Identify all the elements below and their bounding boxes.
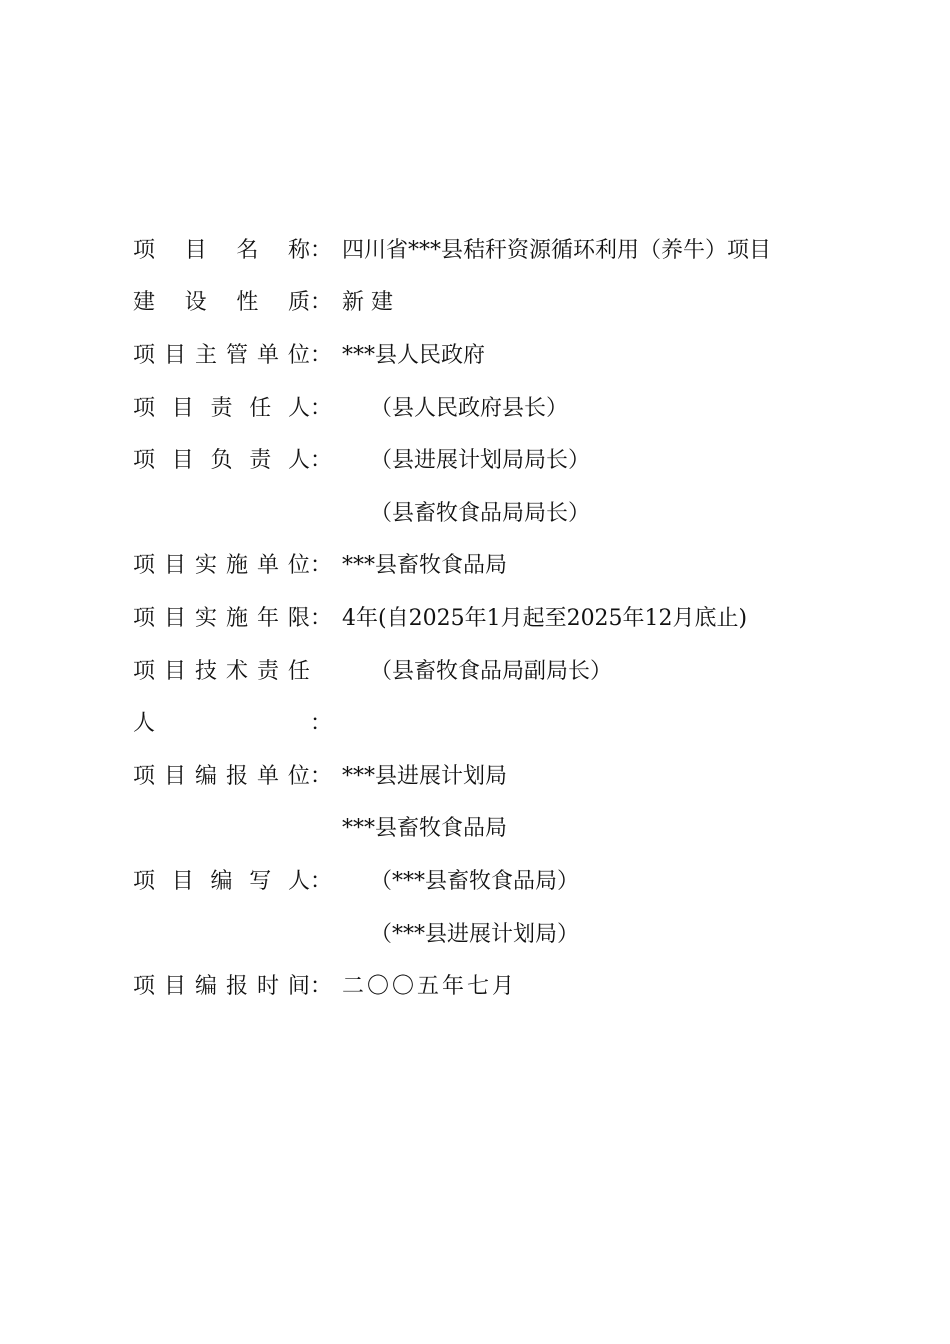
row-implementation-period xyxy=(133,590,853,643)
label-writer: 项 目 编 写 人 xyxy=(133,868,310,894)
row-technical-lead xyxy=(133,643,853,696)
value-implementation-period: 4年(自2025年1月起至2025年12月底止) xyxy=(342,605,748,631)
label-project-name: 项 目 名 称 xyxy=(133,237,310,263)
row-technical-lead-cont xyxy=(133,695,853,748)
value-person-in-charge-1: （县进展计划局局长） xyxy=(370,448,591,474)
label-technical-lead-cont: 人 xyxy=(133,711,156,737)
label-implementing-unit: 项 目 实 施 单 位 xyxy=(133,553,310,579)
colon: ： xyxy=(310,763,333,789)
colon: ： xyxy=(310,711,333,737)
colon: ： xyxy=(310,605,333,631)
colon: ： xyxy=(310,395,333,421)
row-person-in-charge-cont xyxy=(133,485,853,538)
colon: ： xyxy=(310,553,333,579)
value-reporting-unit-2: ***县畜牧食品局 xyxy=(342,816,508,842)
label-construction-type: 建 设 性 质 xyxy=(133,290,310,316)
label-implementation-period: 项 目 实 施 年 限 xyxy=(133,605,310,631)
value-writer-1: （***县畜牧食品局） xyxy=(370,868,580,894)
colon: ： xyxy=(310,974,333,1000)
label-reporting-unit: 项 目 编 报 单 位 xyxy=(133,763,310,789)
label-report-date: 项 目 编 报 时 间 xyxy=(133,974,310,1000)
value-reporting-unit-1: ***县进展计划局 xyxy=(342,763,508,789)
label-responsible-person: 项 目 责 任 人 xyxy=(133,395,310,421)
value-person-in-charge-2: （县畜牧食品局局长） xyxy=(370,500,591,526)
colon: ： xyxy=(310,448,333,474)
colon: ： xyxy=(310,290,333,316)
row-report-date xyxy=(133,958,853,1011)
value-report-date: 二〇〇五年七月 xyxy=(342,974,518,1000)
value-writer-2: （***县进展计划局） xyxy=(370,921,580,947)
colon: ： xyxy=(310,237,333,263)
value-implementing-unit: ***县畜牧食品局 xyxy=(342,553,508,579)
value-construction-type: 新 建 xyxy=(342,290,393,316)
row-person-in-charge xyxy=(133,432,853,485)
row-responsible-person xyxy=(133,380,853,433)
row-supervising-unit xyxy=(133,327,853,380)
colon: ： xyxy=(310,342,333,368)
label-person-in-charge: 项 目 负 责 人 xyxy=(133,448,310,474)
row-writer-cont xyxy=(133,906,853,959)
label-supervising-unit: 项 目 主 管 单 位 xyxy=(133,342,310,368)
row-reporting-unit xyxy=(133,748,853,801)
label-technical-lead: 项 目 技 术 责 任 xyxy=(133,658,310,684)
row-implementing-unit xyxy=(133,538,853,591)
value-responsible-person: （县人民政府县长） xyxy=(370,395,569,421)
row-reporting-unit-cont xyxy=(133,801,853,854)
project-info-list xyxy=(133,222,853,1011)
row-project-name xyxy=(133,222,853,275)
value-supervising-unit: ***县人民政府 xyxy=(342,342,486,368)
row-construction-type xyxy=(133,275,853,328)
colon: ： xyxy=(310,868,333,894)
row-writer xyxy=(133,853,853,906)
value-technical-lead: （县畜牧食品局副局长） xyxy=(370,658,613,684)
value-project-name: 四川省***县秸秆资源循环利用（养牛）项目 xyxy=(342,237,772,263)
